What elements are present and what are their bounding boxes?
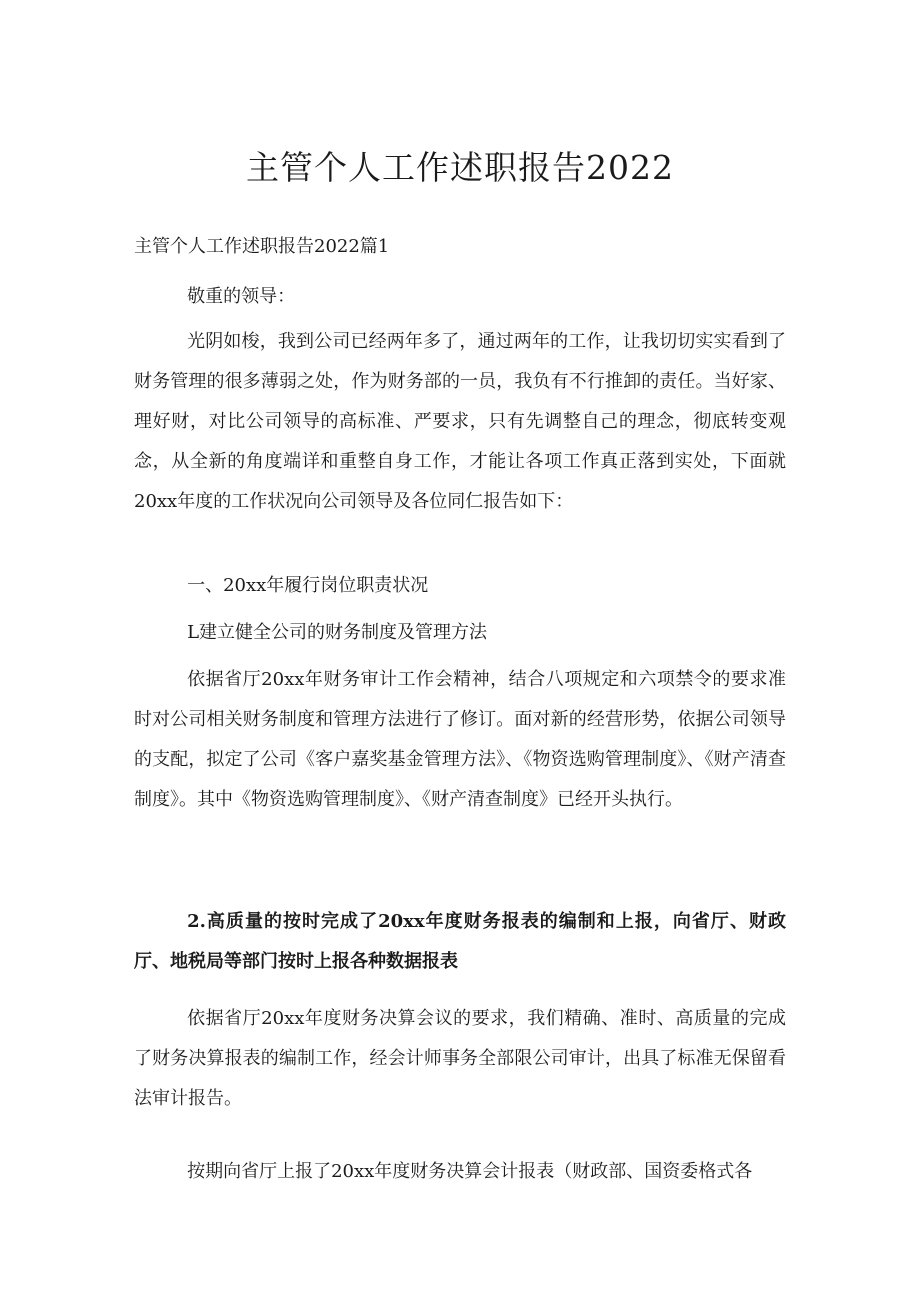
salutation: 敬重的领导： bbox=[187, 286, 296, 307]
item-one-paragraph: 依据省厅20xx年财务审计工作会精神，结合八项规定和六项禁令的要求准时对公司相关财务制度和管理方法进行了修订。面对新的经营形势，依据公司领导的支配，拟定了公司《客户嘉奖基金管理方法》、《物资选购管理制度》、《财产清查制度》。其中《物资选购管理制度》、《财产清查制度》已经开头执行。 bbox=[134, 669, 786, 810]
item-one-heading: L建立健全公司的财务制度及管理方法 bbox=[187, 622, 488, 643]
document-title: 主管个人工作述职报告2022 bbox=[246, 148, 674, 187]
item-two-heading: 2.高质量的按时完成了20xx年度财务报表的编制和上报，向省厅、财政厅、地税局等部门按时上报各种数据报表 bbox=[134, 911, 786, 972]
item-two-paragraph-continued: 按期向省厅上报了20xx年度财务决算会计报表（财政部、国资委格式各 bbox=[187, 1161, 753, 1182]
section-one-heading: 一、20xx年履行岗位职责状况 bbox=[187, 575, 429, 596]
section-heading: 主管个人工作述职报告2022篇1 bbox=[134, 236, 390, 257]
item-two-paragraph: 依据省厅20xx年度财务决算会议的要求，我们精确、准时、高质量的完成了财务决算报表的编制工作，经会计师事务全部限公司审计，出具了标准无保留看法审计报告。 bbox=[134, 1008, 786, 1109]
intro-paragraph: 光阴如梭，我到公司已经两年多了，通过两年的工作，让我切切实实看到了财务管理的很多薄弱之处，作为财务部的一员，我负有不行推卸的责任。当好家、理好财，对比公司领导的高标准、严要求，只有先调整自己的理念，彻底转变观念，从全新的角度端详和重整自身工作，才能让各项工作真正落到实处，下面就20xx年度的工作状况向公司领导及各位同仁报告如下： bbox=[134, 331, 786, 512]
